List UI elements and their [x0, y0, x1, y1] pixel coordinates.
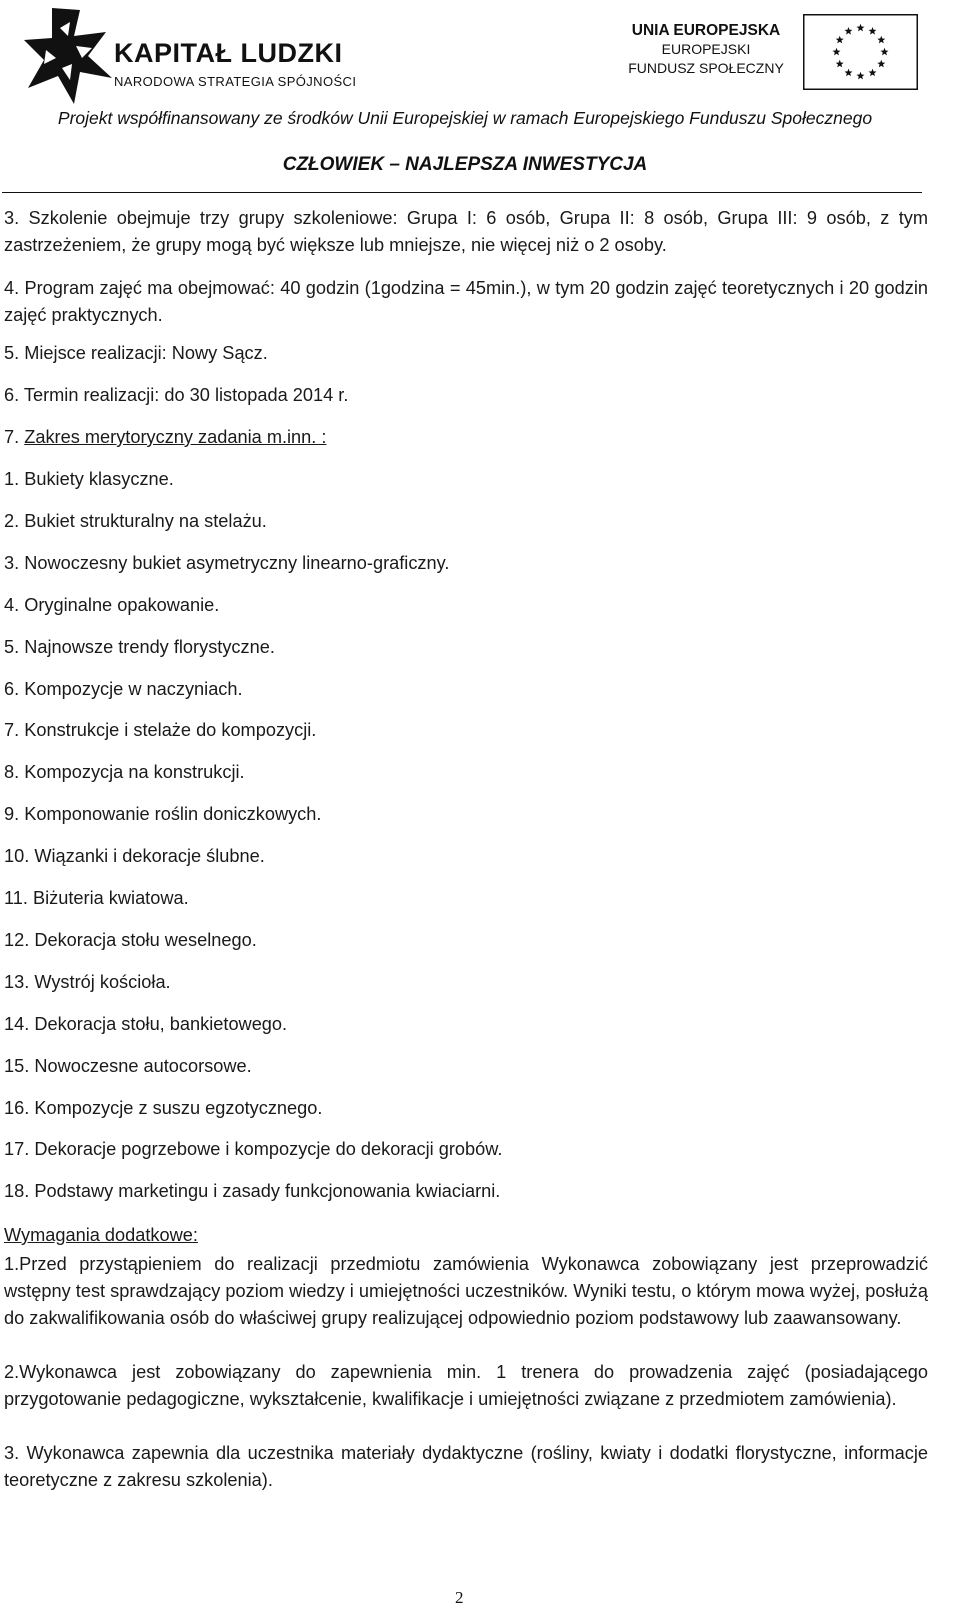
scope-item: 10. Wiązanki i dekoracje ślubne. [4, 846, 265, 867]
requirement-2: 2.Wykonawca jest zobowiązany do zapewnienia min. 1 trenera do prowadzenia zajęć (posiadającego przygotowanie pedagogiczne, wykształcenie, kwalifikacje i umiejętności związane z przedmiotem zamówienia). [4, 1362, 928, 1409]
item-7-number: 7. [4, 427, 25, 447]
eu-title: UNIA EUROPEJSKA [631, 22, 781, 39]
scope-item: 15. Nowoczesne autocorsowe. [4, 1055, 252, 1076]
scope-item: 3. Nowoczesny bukiet asymetryczny linearno-graficzny. [4, 552, 450, 573]
header-divider [2, 192, 922, 193]
eu-logo-text [622, 22, 790, 78]
item-6: 6. Termin realizacji: do 30 listopada 2014 r. [4, 385, 349, 405]
kapital-ludzki-star-icon [22, 6, 117, 106]
extra-requirements-heading: Wymagania dodatkowe: [4, 1225, 198, 1245]
kapital-ludzki-subtitle: NARODOWA STRATEGIA SPÓJNOŚCI [114, 74, 357, 89]
eu-stars-flag-icon [803, 14, 918, 90]
scope-item: 17. Dekoracje pogrzebowe i kompozycje do dekoracji grobów. [4, 1139, 503, 1160]
scope-item: 2. Bukiet strukturalny na stelażu. [4, 510, 267, 531]
eu-fund-line2: FUNDUSZ SPOŁECZNY [628, 60, 784, 76]
kapital-ludzki-logo [22, 6, 422, 106]
scope-item: 16. Kompozycje z suszu egzotycznego. [4, 1097, 323, 1118]
requirement-3: 3. Wykonawca zapewnia dla uczestnika materiały dydaktyczne (rośliny, kwiaty i dodatki florystyczne, informacje teoretyczne z zakresu szkolenia). [4, 1443, 928, 1490]
scope-item: 12. Dekoracja stołu weselnego. [4, 929, 257, 950]
scope-item: 1. Bukiety klasyczne. [4, 469, 174, 489]
item-7-heading: Zakres merytoryczny zadania m.inn. : [24, 427, 327, 447]
scope-item: 13. Wystrój kościoła. [4, 971, 171, 992]
scope-item: 5. Najnowsze trendy florystyczne. [4, 636, 275, 657]
item-5: 5. Miejsce realizacji: Nowy Sącz. [4, 343, 268, 363]
scope-item: 4. Oryginalne opakowanie. [4, 594, 220, 615]
page-header [0, 0, 960, 200]
project-cofinancing-note: Projekt współfinansowany ze środków Unii Europejskiej w ramach Europejskiego Funduszu Społecznego [57, 108, 873, 128]
item-7 [4, 425, 326, 449]
scope-item: 18. Podstawy marketingu i zasady funkcjonowania kwiaciarni. [4, 1181, 501, 1202]
scope-item: 9. Komponowanie roślin doniczkowych. [4, 804, 322, 825]
eu-fund-line1: EUROPEJSKI [661, 41, 751, 57]
page-number: 2 [455, 1588, 464, 1607]
paragraph-3: 3. Szkolenie obejmuje trzy grupy szkoleniowe: Grupa I: 6 osób, Grupa II: 8 osób, Grupa III: 9 osób, z tym zastrzeżeniem, że grupy mogą być większe lub mniejsze, nie więcej niż o 2 osoby. [4, 208, 928, 255]
scope-item: 6. Kompozycje w naczyniach. [4, 678, 243, 699]
requirement-1: 1.Przed przystąpieniem do realizacji przedmiotu zamówienia Wykonawca zobowiązany jest przeprowadzić wstępny test sprawdzający poziom wiedzy i umiejętności uczestników. Wyniki testu, o którym mowa wyżej, posłużą do zakwalifikowania osób do właściwej grupy realizującej odpowiednio poziom podstawowy lub zaawansowany. [4, 1254, 928, 1328]
scope-item: 14. Dekoracja stołu, bankietowego. [4, 1013, 288, 1034]
header-slogan: CZŁOWIEK – NAJLEPSZA INWESTYCJA [282, 154, 648, 175]
scope-item: 7. Konstrukcje i stelaże do kompozycji. [4, 720, 317, 741]
scope-item: 11. Biżuteria kwiatowa. [4, 888, 189, 908]
scope-item: 8. Kompozycja na konstrukcji. [4, 762, 245, 783]
paragraph-4: 4. Program zajęć ma obejmować: 40 godzin (1godzina = 45min.), w tym 20 godzin zajęć teoretycznych i 20 godzin zajęć praktycznych. [4, 278, 928, 325]
kapital-ludzki-title: KAPITAŁ LUDZKI [114, 38, 343, 68]
